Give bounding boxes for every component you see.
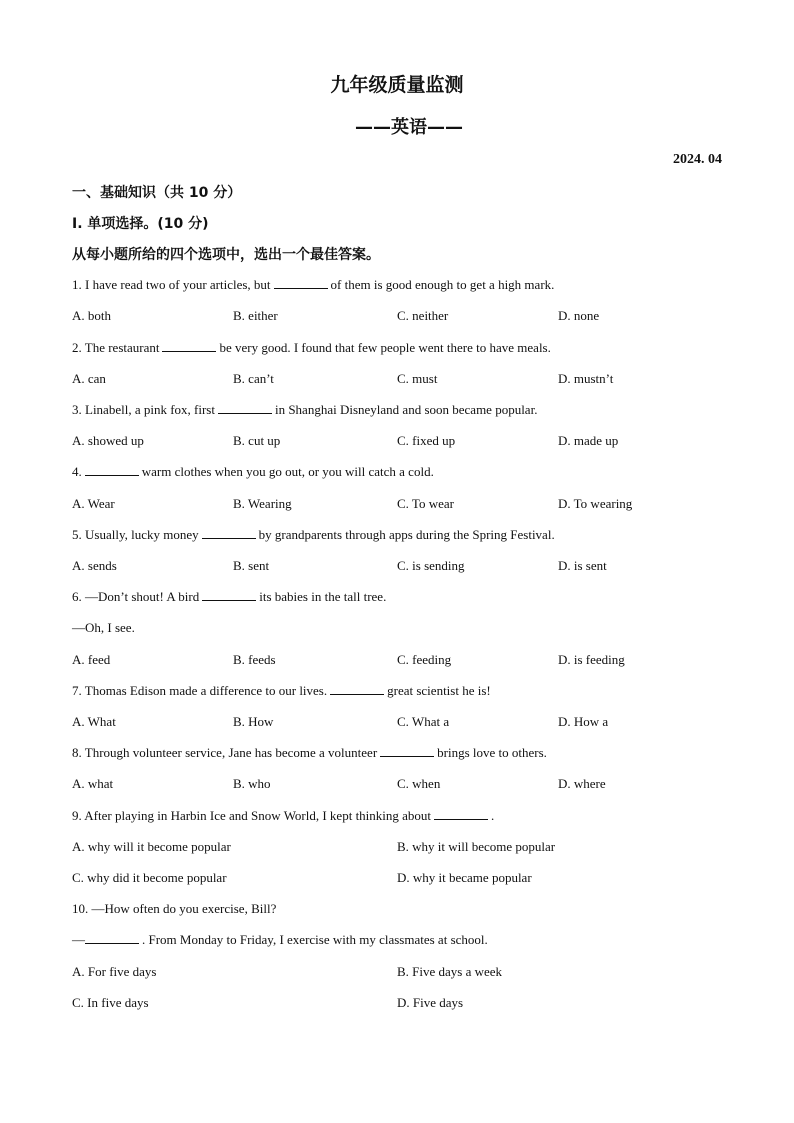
answer-blank xyxy=(434,808,488,820)
stem-text: its babies in the tall tree. xyxy=(259,589,387,604)
stem-text: 9. After playing in Harbin Ice and Snow World, I kept thinking about xyxy=(72,808,432,823)
option: B. sent xyxy=(233,558,270,573)
option: A. both xyxy=(72,308,111,323)
option: D. How a xyxy=(558,714,609,729)
question-7-stem xyxy=(72,683,491,699)
option: B. How xyxy=(233,714,274,729)
answer-blank xyxy=(162,340,216,352)
option: D. made up xyxy=(558,433,619,448)
option: B. Wearing xyxy=(233,496,292,511)
answer-blank xyxy=(85,932,139,944)
exam-date: 2024. 04 xyxy=(673,152,722,167)
page-title: 九年级质量监测 xyxy=(330,74,464,96)
option: C. is sending xyxy=(397,558,465,573)
question-6-stem xyxy=(72,589,386,605)
option: A. For five days xyxy=(72,964,157,979)
question-4-stem xyxy=(72,464,434,480)
option: B. who xyxy=(233,776,271,791)
stem-text: — xyxy=(72,932,85,947)
stem-text: warm clothes when you go out, or you will catch a cold. xyxy=(141,464,434,479)
option: C. To wear xyxy=(397,496,454,511)
option: D. To wearing xyxy=(558,496,633,511)
stem-text: 2. The restaurant xyxy=(72,340,160,355)
stem-text: brings love to others. xyxy=(437,745,547,760)
stem-text: in Shanghai Disneyland and soon became popular. xyxy=(274,402,538,417)
question-10-reply xyxy=(72,932,488,948)
option: C. feeding xyxy=(397,652,452,667)
answer-blank xyxy=(380,745,434,757)
option: B. why it will become popular xyxy=(397,839,556,854)
option: B. Five days a week xyxy=(397,964,503,979)
option: A. sends xyxy=(72,558,117,573)
answer-blank xyxy=(274,277,328,289)
stem-text: 5. Usually, lucky money xyxy=(72,527,199,542)
option: D. Five days xyxy=(397,995,464,1010)
option: A. Wear xyxy=(72,496,115,511)
stem-text: 1. I have read two of your articles, but xyxy=(72,277,271,292)
question-2-stem xyxy=(72,340,551,356)
section-heading: 一、基础知识（共 10 分） xyxy=(72,185,242,201)
stem-text: of them is good enough to get a high mark. xyxy=(330,277,555,292)
option: D. is feeding xyxy=(558,652,625,667)
instruction-text: 从每小题所给的四个选项中，选出一个最佳答案。 xyxy=(72,247,380,263)
option: B. can’t xyxy=(233,371,274,386)
option: C. why did it become popular xyxy=(72,870,227,885)
question-1-stem xyxy=(72,277,554,293)
option: A. why will it become popular xyxy=(72,839,231,854)
stem-text: 4. xyxy=(72,464,82,479)
option: A. What xyxy=(72,714,116,729)
stem-text: be very good. I found that few people went there to have meals. xyxy=(219,340,551,355)
option: A. showed up xyxy=(72,433,144,448)
answer-blank xyxy=(330,683,384,695)
option: C. What a xyxy=(397,714,450,729)
option: C. fixed up xyxy=(397,433,456,448)
question-6-reply: —Oh, I see. xyxy=(72,620,135,635)
option: D. is sent xyxy=(558,558,607,573)
option: A. feed xyxy=(72,652,111,667)
option: B. cut up xyxy=(233,433,281,448)
question-10-stem: 10. —How often do you exercise, Bill? xyxy=(72,901,277,916)
stem-text: 8. Through volunteer service, Jane has become a volunteer xyxy=(72,745,378,760)
option: D. why it became popular xyxy=(397,870,532,885)
subject-title: ——英语—— xyxy=(355,117,463,138)
stem-text: 7. Thomas Edison made a difference to our lives. xyxy=(72,683,328,698)
option: C. neither xyxy=(397,308,449,323)
answer-blank xyxy=(218,402,272,414)
option: C. In five days xyxy=(72,995,149,1010)
question-9-stem xyxy=(72,808,494,824)
option: C. when xyxy=(397,776,441,791)
stem-text: . xyxy=(491,808,495,823)
stem-text: great scientist he is! xyxy=(387,683,491,698)
answer-blank xyxy=(85,464,139,476)
question-3-stem xyxy=(72,402,537,418)
option: A. can xyxy=(72,371,106,386)
part-heading: Ⅰ. 单项选择。(10 分) xyxy=(72,216,209,232)
option: A. what xyxy=(72,776,114,791)
stem-text: 3. Linabell, a pink fox, first xyxy=(72,402,215,417)
question-5-stem xyxy=(72,527,555,543)
option: D. where xyxy=(558,776,606,791)
answer-blank xyxy=(202,589,256,601)
question-8-stem xyxy=(72,745,547,761)
stem-text: . From Monday to Friday, I exercise with my classmates at school. xyxy=(142,932,488,947)
option: D. mustn’t xyxy=(558,371,614,386)
option: B. either xyxy=(233,308,278,323)
answer-blank xyxy=(202,527,256,539)
stem-text: by grandparents through apps during the Spring Festival. xyxy=(258,527,555,542)
option: D. none xyxy=(558,308,600,323)
option: C. must xyxy=(397,371,438,386)
stem-text: 6. —Don’t shout! A bird xyxy=(72,589,200,604)
option: B. feeds xyxy=(233,652,276,667)
